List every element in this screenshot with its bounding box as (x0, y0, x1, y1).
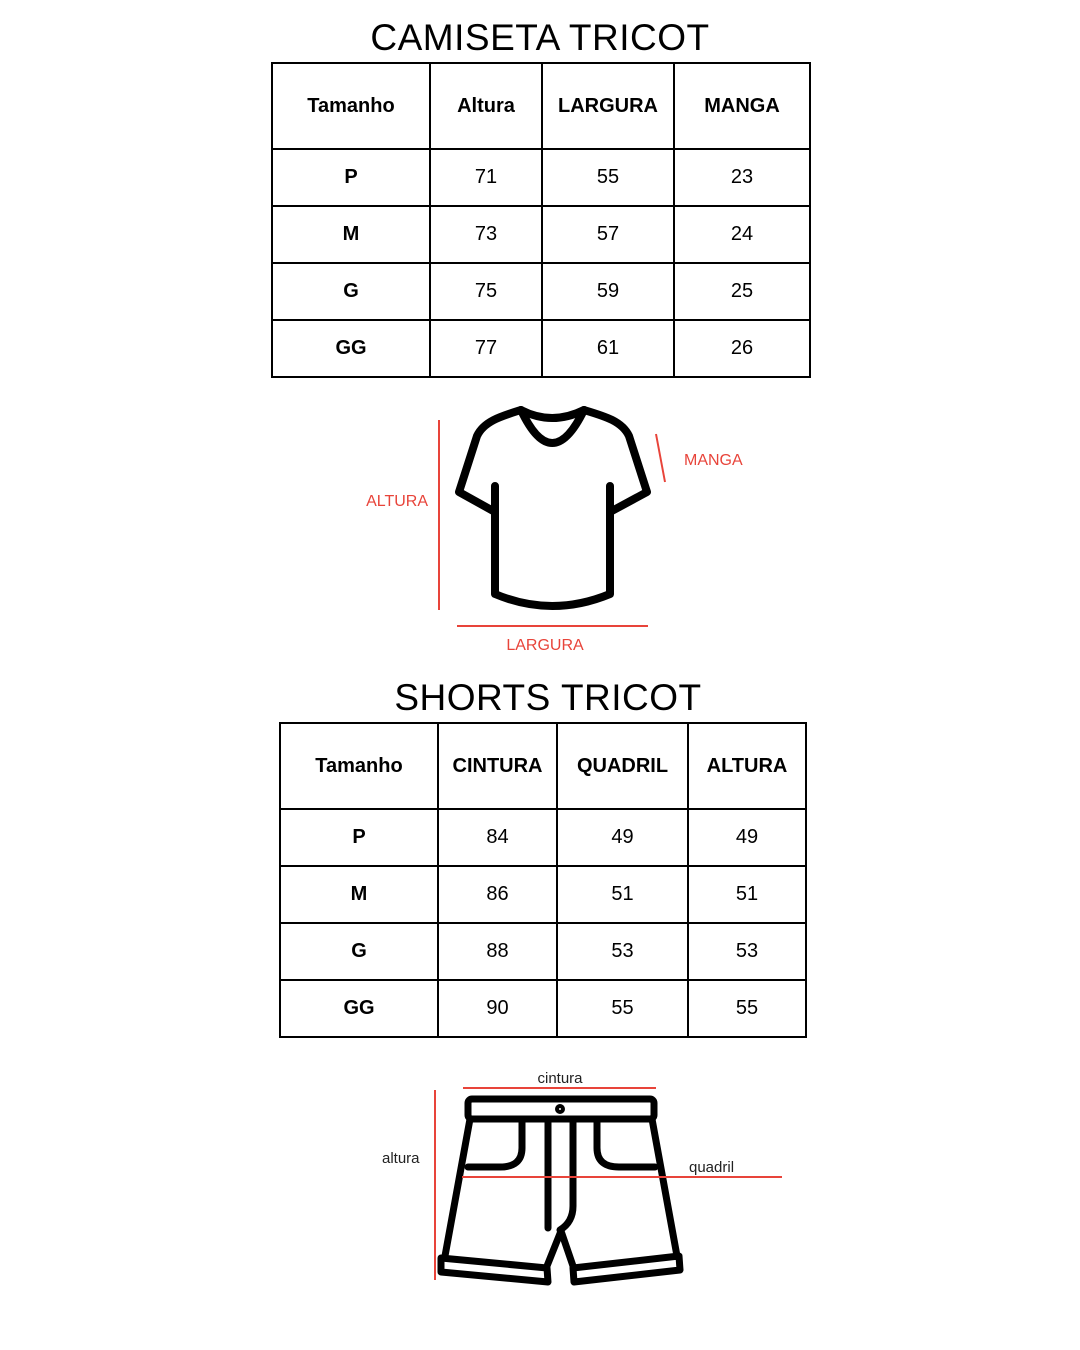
shirt-size-table (271, 62, 811, 378)
table-row (272, 149, 810, 206)
shorts-left-pocket (468, 1119, 522, 1167)
height-label: altura (382, 1150, 420, 1167)
table-row (272, 263, 810, 320)
shorts-icon (441, 1099, 680, 1282)
shorts-measurement-diagram (0, 1060, 1080, 1300)
table-row (272, 320, 810, 377)
column-header-sleeve: MANGA (674, 63, 810, 149)
table-cell: 55 (542, 149, 674, 206)
column-header-hip: QUADRIL (557, 723, 688, 809)
width-label: LARGURA (506, 637, 584, 654)
hip-label: quadril (689, 1159, 735, 1176)
shorts-right-pocket (597, 1119, 655, 1167)
table-cell: 75 (430, 263, 542, 320)
table-cell: 77 (430, 320, 542, 377)
size-cell: GG (272, 320, 430, 377)
table-cell: 86 (438, 866, 557, 923)
shirt-measurement-diagram (0, 390, 1080, 665)
table-cell: 53 (688, 923, 806, 980)
table-row (280, 809, 806, 866)
shorts-right-outer-leg (652, 1119, 677, 1256)
sleeve-measure-line (656, 434, 665, 482)
size-cell: G (272, 263, 430, 320)
table-cell: 84 (438, 809, 557, 866)
tshirt-icon (459, 410, 647, 606)
shorts-chart-title: SHORTS TRICOT (394, 677, 702, 718)
table-cell: 23 (674, 149, 810, 206)
table-cell: 25 (674, 263, 810, 320)
table-row (280, 923, 806, 980)
sleeve-label: MANGA (684, 452, 743, 469)
tshirt-left-side (459, 410, 521, 512)
size-cell: M (280, 866, 438, 923)
column-header-waist: CINTURA (438, 723, 557, 809)
table-cell: 24 (674, 206, 810, 263)
table-header-row (280, 723, 806, 809)
table-row (280, 980, 806, 1037)
shorts-right-cuff (573, 1256, 680, 1282)
table-cell: 90 (438, 980, 557, 1037)
table-header-row (272, 63, 810, 149)
tshirt-body (495, 486, 610, 606)
shorts-inseam (547, 1231, 573, 1266)
column-header-width: LARGURA (542, 63, 674, 149)
height-label: ALTURA (366, 493, 428, 510)
shorts-fly (548, 1119, 573, 1230)
table-cell: 73 (430, 206, 542, 263)
table-cell: 57 (542, 206, 674, 263)
table-cell: 59 (542, 263, 674, 320)
column-header-height: ALTURA (688, 723, 806, 809)
column-header-size: Tamanho (280, 723, 438, 809)
shirt-chart-title: CAMISETA TRICOT (370, 17, 710, 58)
table-cell: 49 (557, 809, 688, 866)
shorts-size-table (279, 722, 807, 1038)
size-cell: M (272, 206, 430, 263)
shorts-left-outer-leg (445, 1119, 470, 1256)
table-cell: 55 (557, 980, 688, 1037)
table-cell: 51 (688, 866, 806, 923)
tshirt-collar-inner (521, 410, 584, 418)
table-cell: 26 (674, 320, 810, 377)
waist-label: cintura (537, 1070, 583, 1087)
size-cell: P (272, 149, 430, 206)
size-cell: GG (280, 980, 438, 1037)
size-cell: G (280, 923, 438, 980)
size-cell: P (280, 809, 438, 866)
table-cell: 49 (688, 809, 806, 866)
table-row (272, 206, 810, 263)
column-header-height: Altura (430, 63, 542, 149)
table-cell: 55 (688, 980, 806, 1037)
table-cell: 51 (557, 866, 688, 923)
table-cell: 61 (542, 320, 674, 377)
table-cell: 88 (438, 923, 557, 980)
shorts-button (557, 1106, 563, 1112)
shorts-left-cuff (441, 1258, 548, 1282)
column-header-size: Tamanho (272, 63, 430, 149)
table-row (280, 866, 806, 923)
table-cell: 71 (430, 149, 542, 206)
table-cell: 53 (557, 923, 688, 980)
tshirt-right-side (584, 410, 647, 512)
